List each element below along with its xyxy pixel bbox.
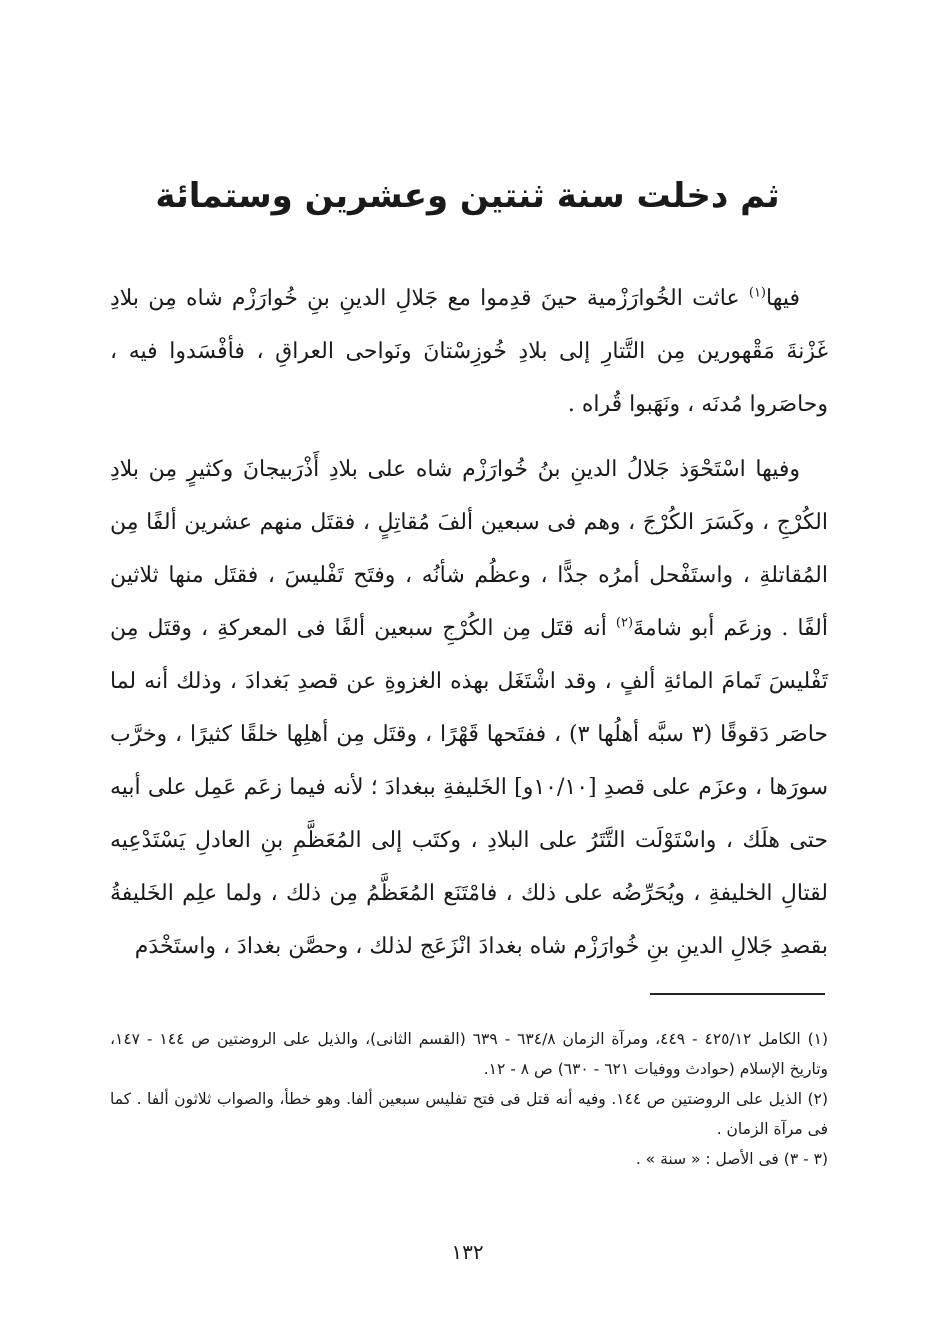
page-number: ١٣٢ (451, 1240, 484, 1264)
paragraph-1 (110, 272, 828, 431)
footnote-marker-1[interactable]: (١) (748, 285, 766, 301)
footnote-separator (650, 993, 825, 995)
chapter-title: ثم دخلت سنة ثنتين وعشرين وستمائة (155, 175, 780, 216)
paragraph-1-text: عاثت الخُوارَزْمية حينَ قدِموا مع جَلالِ الدينِ بنِ خُوارَزْم شاه مِن بلادِ غَزْنةَ مَقْهورين مِن التَّتارِ إلى بلادِ خُوزِسْتانَ ونَواحى العراقِ ، فأفْسَدوا فيه ، وحاصَروا مُدنَه ، ونَهَبوا قُراه . (110, 286, 828, 417)
paragraph-2 (110, 443, 828, 973)
main-text (110, 272, 828, 973)
footnote-1: (١) الكامل ٤٢٥/١٢ - ٤٤٩، ومرآة الزمان ٦٣٤/٨ - ٦٣٩ (القسم الثانى)، والذيل على الروضتين ص ١٤٤ - ١٤٧، وتاريخ الإسلام (حوادث ووفيات ٦٢١ - ٦٣٠) ص ٨ - ١٢. (110, 1030, 829, 1078)
footnote-3: (٣ - ٣) فى الأصل : « سنة » . (635, 1150, 828, 1168)
footnotes (110, 1024, 828, 1174)
paragraph-2-lead: وفيها اسْتَحْوَذ جَلالُ الدينِ بنُ خُوارَزْم شاه على بلادِ أَذْرَبيجانَ وكثيرٍ مِن بلادِ الكُرْجِ ، وكَسَرَ الكُرْجَ ، وهم فى سبعين ألفَ مُقاتِلٍ ، فقتَل منهم عشرين ألفًا مِن المُقاتلةِ ، واستَفْحل أمرُه جدًّا ، وعظُم شأنُه ، وفتَح تَفْليسَ ، فقتَل منها ثلاثين ألفًا . وزعَم أبو شامةَ (110, 457, 829, 641)
paragraph-2-text: أنه قتَل مِن الكُرْجِ سبعين ألفًا فى المعركةِ ، وقتَل مِن تَفْليسَ تَمامَ المائةِ ألفٍ ، وقد اشْتَغَل بهذه الغزوةِ عن قصدِ بَغدادَ ، وذلك أنه لما حاصَر دَقوقًا (٣ سبَّه أهلُها ٣) ، ففتَحها قَهْرًا ، وقتَل مِن أهلِها خلقًا كثيرًا ، وخرَّب سورَها ، وعزَم على قصدِ [١٠/١٠و] الخَليفةِ ببغدادَ ؛ لأنه فيما زعَم عَمِل على أبيه حتى هلَك ، واسْتَوْلَت التَّتَرُ على البلادِ ، وكتَب إلى المُعَظَّمِ بنِ العادلِ يَسْتَدْعِيه لقتالِ الخليفةِ ، ويُحَرِّضُه على ذلك ، فامْتَنَع المُعَظَّمُ مِن ذلك ، ولما علِم الخَليفةُ بقصدِ جَلالِ الدينِ بنِ خُوارَزْم شاه بغدادَ انْزَعَج لذلك ، وحصَّن بغدادَ ، واستَخْدَم (110, 616, 828, 959)
footnote-2: (٢) الذيل على الروضتين ص ١٤٤. وفيه أنه قتل فى فتح تفليس سبعين ألفا. وهو خطأ، والصواب ثلاثون ألفا . كما فى مرآة الزمان . (110, 1090, 828, 1138)
footnote-marker-2[interactable]: (٢) (615, 615, 634, 631)
paragraph-1-lead: فيها (766, 286, 800, 311)
